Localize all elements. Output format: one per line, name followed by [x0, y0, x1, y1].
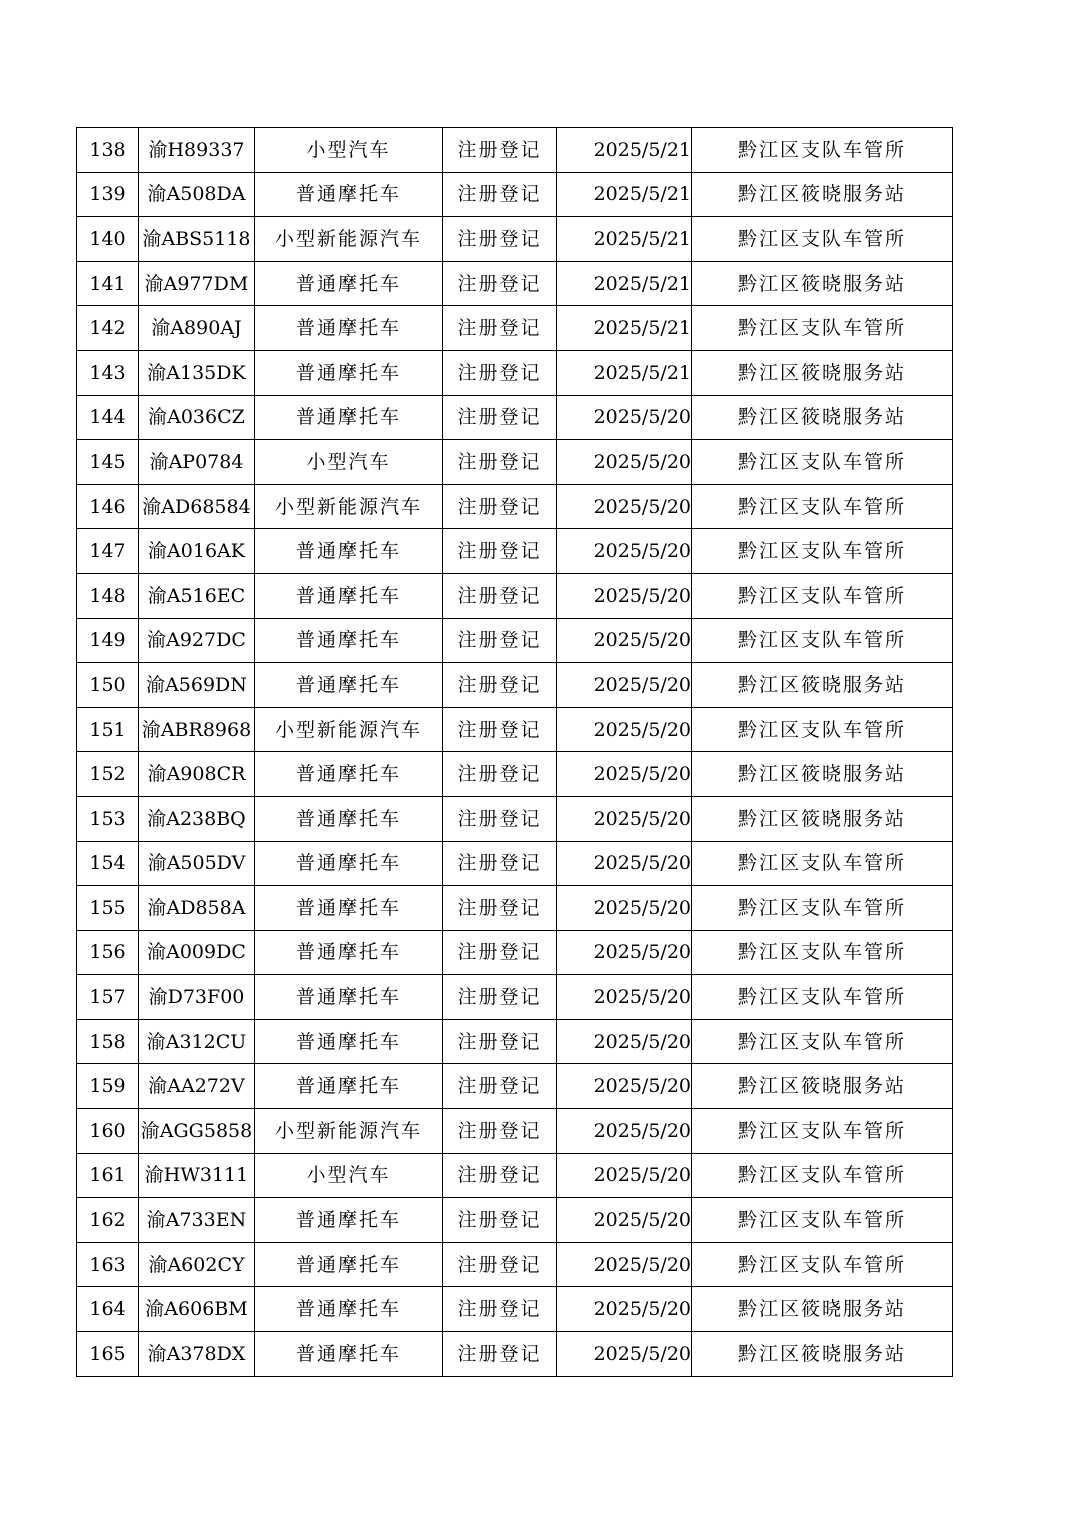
plate-number: 渝D73F00 — [139, 975, 255, 1020]
office-name: 黔江区筱晓服务站 — [692, 1064, 953, 1109]
plate-number: 渝HW3111 — [139, 1153, 255, 1198]
business-type: 注册登记 — [443, 663, 557, 708]
plate-number: 渝A036CZ — [139, 395, 255, 440]
business-type: 注册登记 — [443, 886, 557, 931]
registration-date: 2025/5/21 — [557, 217, 692, 262]
office-name: 黔江区筱晓服务站 — [692, 752, 953, 797]
plate-number: 渝AD68584 — [139, 484, 255, 529]
office-name: 黔江区支队车管所 — [692, 930, 953, 975]
row-number: 165 — [77, 1332, 139, 1377]
office-name: 黔江区支队车管所 — [692, 484, 953, 529]
vehicle-type: 小型新能源汽车 — [255, 484, 443, 529]
row-number: 139 — [77, 172, 139, 217]
registration-date: 2025/5/20 — [557, 841, 692, 886]
plate-number: 渝A508DA — [139, 172, 255, 217]
row-number: 140 — [77, 217, 139, 262]
office-name: 黔江区支队车管所 — [692, 886, 953, 931]
table-row — [77, 707, 953, 752]
table-row — [77, 1198, 953, 1243]
registration-date: 2025/5/20 — [557, 573, 692, 618]
vehicle-type: 普通摩托车 — [255, 1332, 443, 1377]
office-name: 黔江区支队车管所 — [692, 128, 953, 173]
business-type: 注册登记 — [443, 350, 557, 395]
business-type: 注册登记 — [443, 306, 557, 351]
row-number: 144 — [77, 395, 139, 440]
table-row — [77, 752, 953, 797]
business-type: 注册登记 — [443, 752, 557, 797]
table-row — [77, 663, 953, 708]
vehicle-type: 小型汽车 — [255, 128, 443, 173]
office-name: 黔江区支队车管所 — [692, 306, 953, 351]
business-type: 注册登记 — [443, 261, 557, 306]
vehicle-type: 普通摩托车 — [255, 663, 443, 708]
row-number: 156 — [77, 930, 139, 975]
vehicle-type: 普通摩托车 — [255, 350, 443, 395]
vehicle-type: 普通摩托车 — [255, 261, 443, 306]
row-number: 153 — [77, 796, 139, 841]
business-type: 注册登记 — [443, 618, 557, 663]
office-name: 黔江区筱晓服务站 — [692, 261, 953, 306]
vehicle-type: 普通摩托车 — [255, 841, 443, 886]
registration-date: 2025/5/20 — [557, 707, 692, 752]
vehicle-type: 普通摩托车 — [255, 1198, 443, 1243]
table-row — [77, 217, 953, 262]
office-name: 黔江区筱晓服务站 — [692, 172, 953, 217]
vehicle-type: 普通摩托车 — [255, 886, 443, 931]
plate-number: 渝A135DK — [139, 350, 255, 395]
table-row — [77, 975, 953, 1020]
table-row — [77, 1332, 953, 1377]
registration-date: 2025/5/20 — [557, 1064, 692, 1109]
vehicle-type: 普通摩托车 — [255, 395, 443, 440]
registration-date: 2025/5/20 — [557, 752, 692, 797]
registration-date: 2025/5/20 — [557, 1153, 692, 1198]
vehicle-type: 普通摩托车 — [255, 172, 443, 217]
office-name: 黔江区支队车管所 — [692, 1153, 953, 1198]
plate-number: 渝A733EN — [139, 1198, 255, 1243]
registration-date: 2025/5/21 — [557, 350, 692, 395]
business-type: 注册登记 — [443, 1332, 557, 1377]
plate-number: 渝ABS5118 — [139, 217, 255, 262]
plate-number: 渝A569DN — [139, 663, 255, 708]
office-name: 黔江区支队车管所 — [692, 217, 953, 262]
plate-number: 渝A009DC — [139, 930, 255, 975]
office-name: 黔江区支队车管所 — [692, 1019, 953, 1064]
row-number: 152 — [77, 752, 139, 797]
business-type: 注册登记 — [443, 1064, 557, 1109]
registration-date: 2025/5/20 — [557, 484, 692, 529]
business-type: 注册登记 — [443, 841, 557, 886]
vehicle-type: 普通摩托车 — [255, 306, 443, 351]
office-name: 黔江区支队车管所 — [692, 975, 953, 1020]
business-type: 注册登记 — [443, 172, 557, 217]
plate-number: 渝A977DM — [139, 261, 255, 306]
vehicle-type: 小型汽车 — [255, 1153, 443, 1198]
row-number: 138 — [77, 128, 139, 173]
registration-date: 2025/5/20 — [557, 1109, 692, 1154]
office-name: 黔江区支队车管所 — [692, 529, 953, 574]
registration-date: 2025/5/20 — [557, 1287, 692, 1332]
registration-date: 2025/5/20 — [557, 796, 692, 841]
table-row — [77, 573, 953, 618]
plate-number: 渝AD858A — [139, 886, 255, 931]
business-type: 注册登记 — [443, 796, 557, 841]
office-name: 黔江区筱晓服务站 — [692, 350, 953, 395]
row-number: 154 — [77, 841, 139, 886]
plate-number: 渝A016AK — [139, 529, 255, 574]
business-type: 注册登记 — [443, 1109, 557, 1154]
office-name: 黔江区支队车管所 — [692, 707, 953, 752]
row-number: 161 — [77, 1153, 139, 1198]
registration-date: 2025/5/20 — [557, 1019, 692, 1064]
vehicle-type: 小型汽车 — [255, 440, 443, 485]
office-name: 黔江区筱晓服务站 — [692, 1287, 953, 1332]
plate-number: 渝A890AJ — [139, 306, 255, 351]
table-body — [77, 128, 953, 1377]
office-name: 黔江区支队车管所 — [692, 841, 953, 886]
registration-date: 2025/5/21 — [557, 306, 692, 351]
business-type: 注册登记 — [443, 1153, 557, 1198]
office-name: 黔江区筱晓服务站 — [692, 796, 953, 841]
office-name: 黔江区筱晓服务站 — [692, 395, 953, 440]
table-row — [77, 128, 953, 173]
office-name: 黔江区支队车管所 — [692, 440, 953, 485]
table-row — [77, 1242, 953, 1287]
business-type: 注册登记 — [443, 930, 557, 975]
business-type: 注册登记 — [443, 975, 557, 1020]
table-row — [77, 841, 953, 886]
table-row — [77, 1064, 953, 1109]
business-type: 注册登记 — [443, 217, 557, 262]
vehicle-type: 普通摩托车 — [255, 796, 443, 841]
plate-number: 渝A516EC — [139, 573, 255, 618]
vehicle-type: 小型新能源汽车 — [255, 1109, 443, 1154]
vehicle-type: 普通摩托车 — [255, 1019, 443, 1064]
registration-date: 2025/5/20 — [557, 663, 692, 708]
table-row — [77, 886, 953, 931]
vehicle-type: 普通摩托车 — [255, 529, 443, 574]
registration-date: 2025/5/20 — [557, 1198, 692, 1243]
table-row — [77, 1019, 953, 1064]
table-row — [77, 440, 953, 485]
vehicle-type: 普通摩托车 — [255, 1287, 443, 1332]
office-name: 黔江区筱晓服务站 — [692, 1332, 953, 1377]
table-row — [77, 484, 953, 529]
plate-number: 渝A312CU — [139, 1019, 255, 1064]
business-type: 注册登记 — [443, 395, 557, 440]
registration-date: 2025/5/20 — [557, 618, 692, 663]
registration-table — [76, 127, 953, 1377]
vehicle-type: 普通摩托车 — [255, 573, 443, 618]
registration-date: 2025/5/20 — [557, 1332, 692, 1377]
business-type: 注册登记 — [443, 529, 557, 574]
vehicle-type: 普通摩托车 — [255, 752, 443, 797]
registration-date: 2025/5/20 — [557, 440, 692, 485]
plate-number: 渝ABR8968 — [139, 707, 255, 752]
table-row — [77, 395, 953, 440]
plate-number: 渝H89337 — [139, 128, 255, 173]
vehicle-type: 普通摩托车 — [255, 1064, 443, 1109]
table-row — [77, 1287, 953, 1332]
table-row — [77, 796, 953, 841]
registration-date: 2025/5/21 — [557, 172, 692, 217]
plate-number: 渝A238BQ — [139, 796, 255, 841]
row-number: 158 — [77, 1019, 139, 1064]
plate-number: 渝AGG5858 — [139, 1109, 255, 1154]
plate-number: 渝AP0784 — [139, 440, 255, 485]
office-name: 黔江区筱晓服务站 — [692, 663, 953, 708]
office-name: 黔江区支队车管所 — [692, 1198, 953, 1243]
vehicle-type: 小型新能源汽车 — [255, 217, 443, 262]
plate-number: 渝A602CY — [139, 1242, 255, 1287]
business-type: 注册登记 — [443, 573, 557, 618]
business-type: 注册登记 — [443, 1198, 557, 1243]
plate-number: 渝A378DX — [139, 1332, 255, 1377]
row-number: 164 — [77, 1287, 139, 1332]
row-number: 159 — [77, 1064, 139, 1109]
table-row — [77, 1109, 953, 1154]
business-type: 注册登记 — [443, 1019, 557, 1064]
vehicle-type: 普通摩托车 — [255, 1242, 443, 1287]
plate-number: 渝A606BM — [139, 1287, 255, 1332]
row-number: 141 — [77, 261, 139, 306]
table-row — [77, 306, 953, 351]
business-type: 注册登记 — [443, 1242, 557, 1287]
row-number: 155 — [77, 886, 139, 931]
plate-number: 渝A927DC — [139, 618, 255, 663]
row-number: 157 — [77, 975, 139, 1020]
table-row — [77, 350, 953, 395]
vehicle-type: 普通摩托车 — [255, 975, 443, 1020]
row-number: 146 — [77, 484, 139, 529]
vehicle-type: 普通摩托车 — [255, 618, 443, 663]
office-name: 黔江区支队车管所 — [692, 618, 953, 663]
row-number: 149 — [77, 618, 139, 663]
business-type: 注册登记 — [443, 440, 557, 485]
business-type: 注册登记 — [443, 707, 557, 752]
table-row — [77, 172, 953, 217]
registration-date: 2025/5/20 — [557, 975, 692, 1020]
row-number: 150 — [77, 663, 139, 708]
registration-date: 2025/5/21 — [557, 261, 692, 306]
office-name: 黔江区支队车管所 — [692, 573, 953, 618]
registration-date: 2025/5/20 — [557, 395, 692, 440]
row-number: 148 — [77, 573, 139, 618]
office-name: 黔江区支队车管所 — [692, 1109, 953, 1154]
plate-number: 渝A505DV — [139, 841, 255, 886]
row-number: 142 — [77, 306, 139, 351]
table-row — [77, 1153, 953, 1198]
row-number: 160 — [77, 1109, 139, 1154]
row-number: 163 — [77, 1242, 139, 1287]
registration-date: 2025/5/20 — [557, 886, 692, 931]
registration-date: 2025/5/20 — [557, 930, 692, 975]
registration-date: 2025/5/20 — [557, 1242, 692, 1287]
table-row — [77, 930, 953, 975]
business-type: 注册登记 — [443, 128, 557, 173]
business-type: 注册登记 — [443, 484, 557, 529]
table-row — [77, 618, 953, 663]
vehicle-type: 普通摩托车 — [255, 930, 443, 975]
registration-date: 2025/5/21 — [557, 128, 692, 173]
row-number: 145 — [77, 440, 139, 485]
registration-date: 2025/5/20 — [557, 529, 692, 574]
row-number: 162 — [77, 1198, 139, 1243]
office-name: 黔江区支队车管所 — [692, 1242, 953, 1287]
table-row — [77, 529, 953, 574]
row-number: 151 — [77, 707, 139, 752]
row-number: 143 — [77, 350, 139, 395]
vehicle-type: 小型新能源汽车 — [255, 707, 443, 752]
table-row — [77, 261, 953, 306]
plate-number: 渝A908CR — [139, 752, 255, 797]
business-type: 注册登记 — [443, 1287, 557, 1332]
row-number: 147 — [77, 529, 139, 574]
plate-number: 渝AA272V — [139, 1064, 255, 1109]
